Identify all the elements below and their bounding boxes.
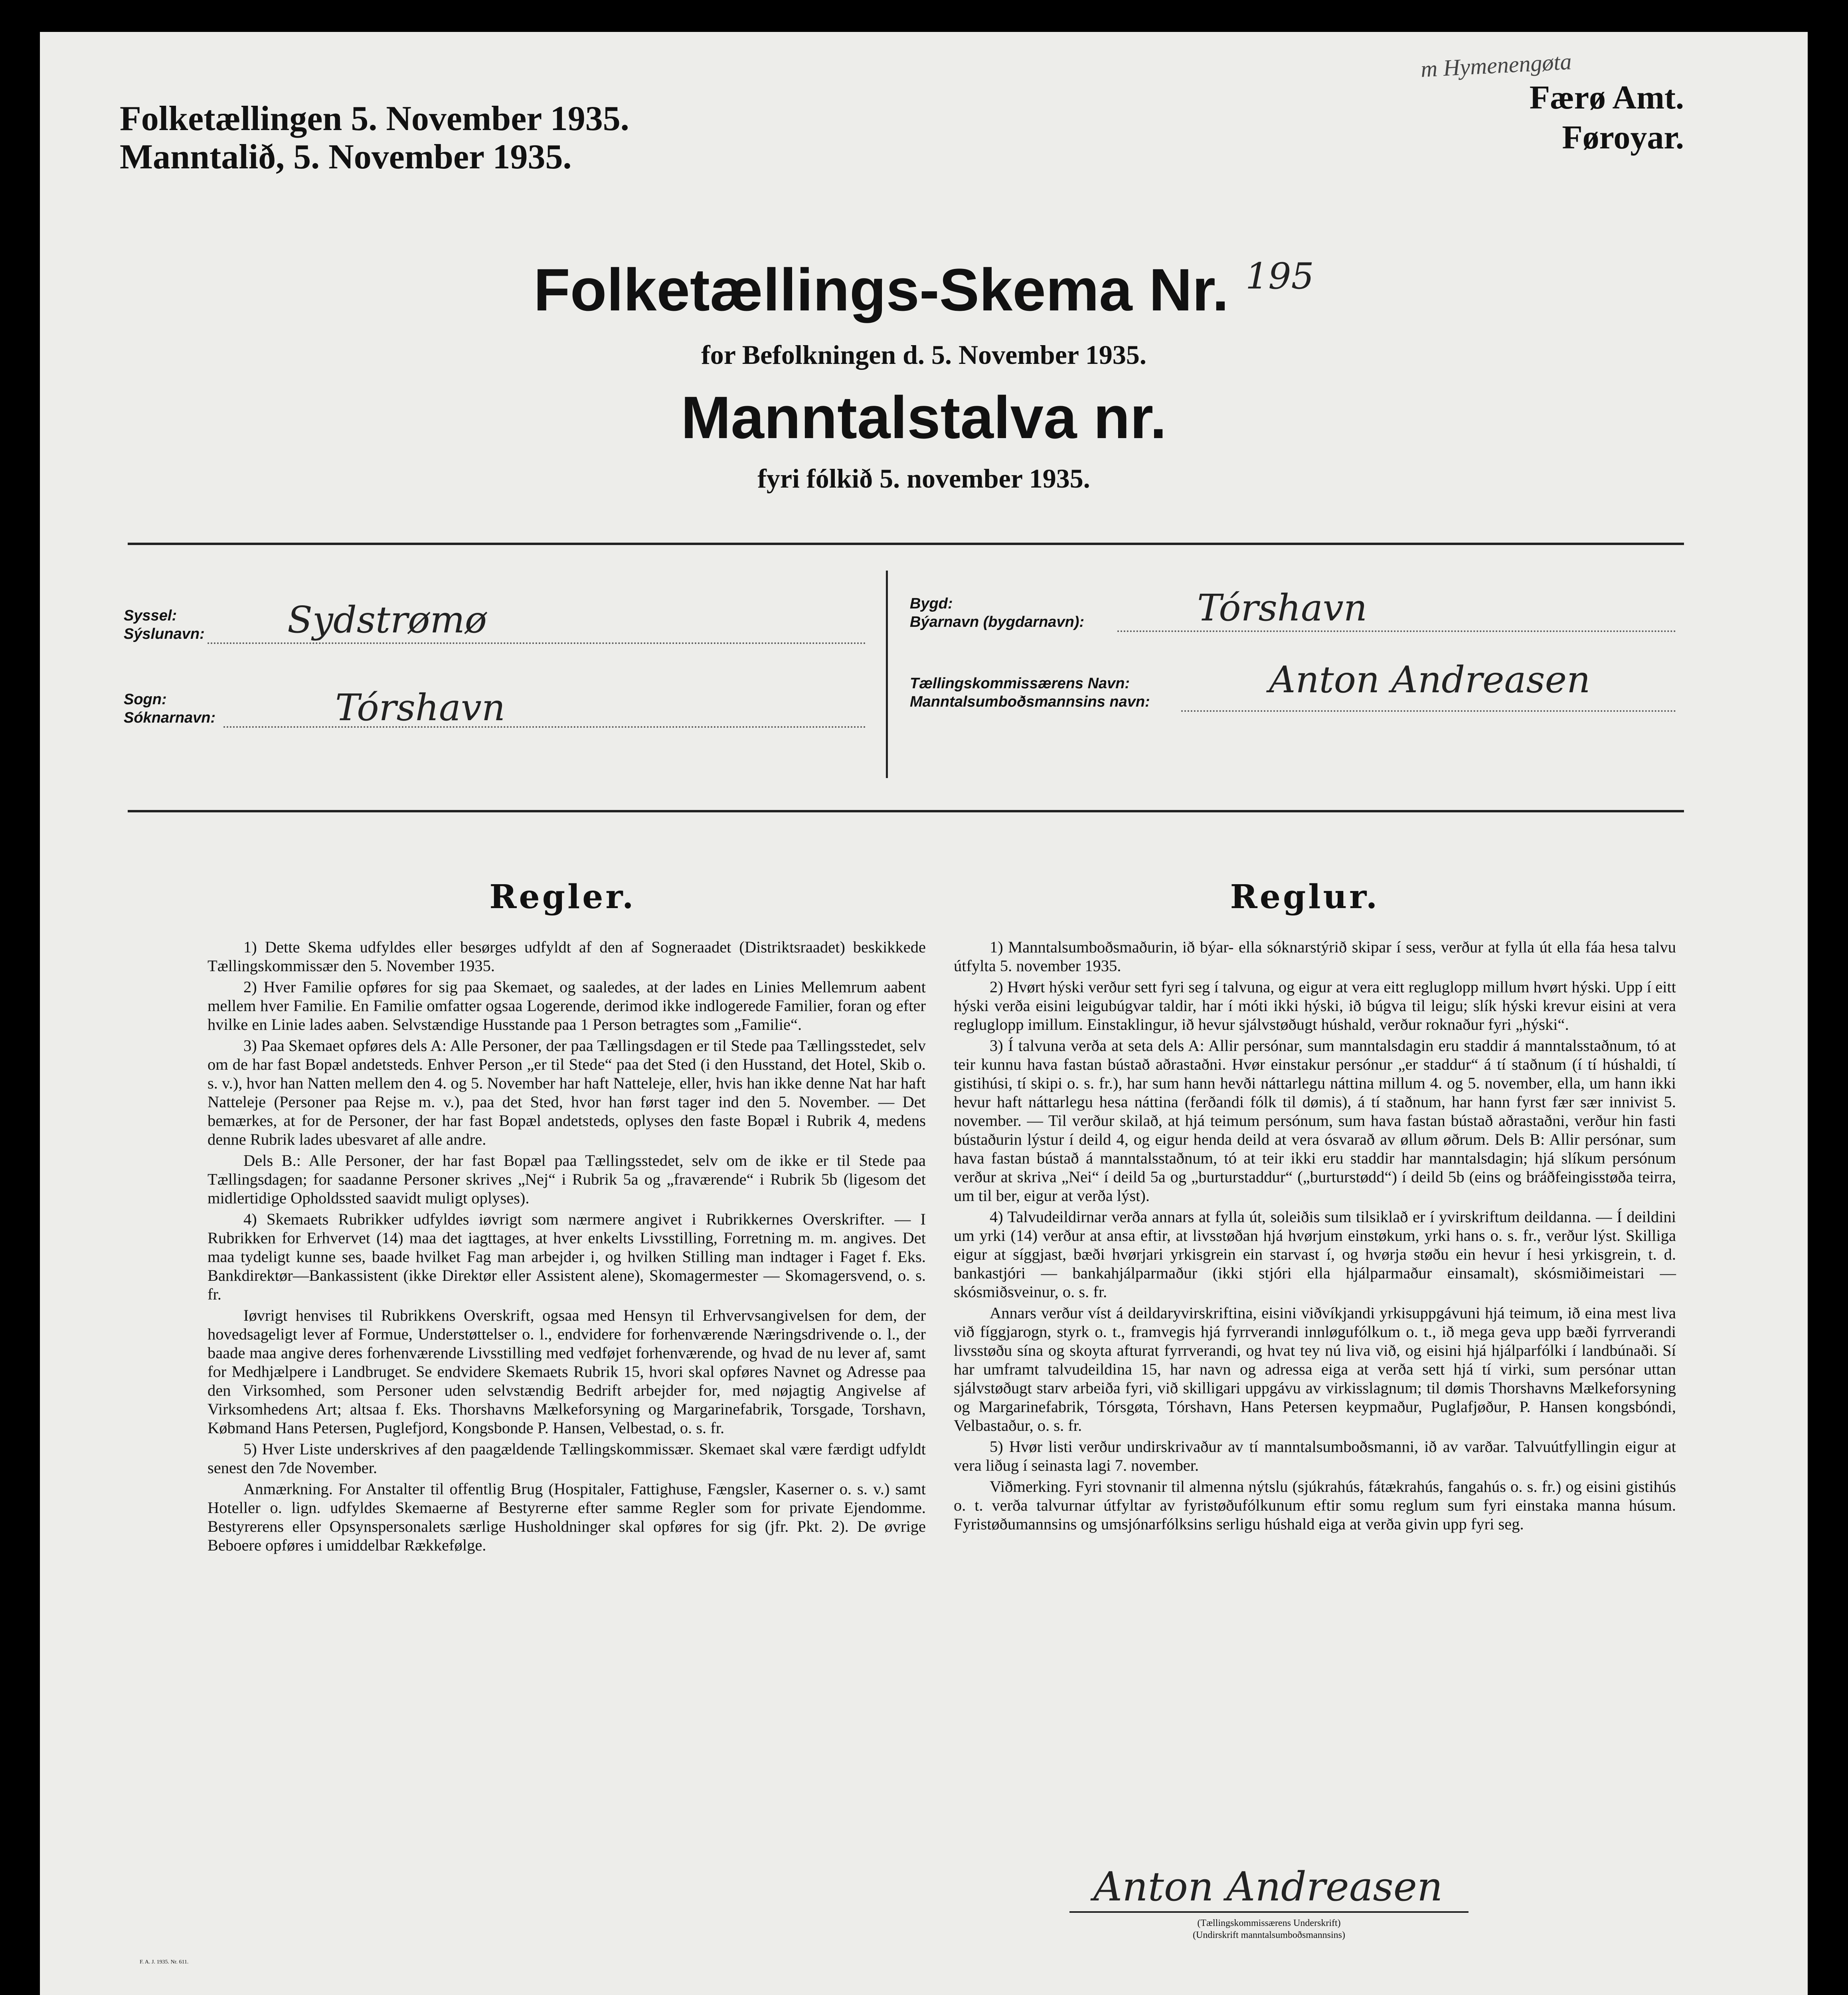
reglur-paragraph: 5) Hvør listi verður undirskrivaður av tí manntalsumboðsmanni, ið av varðar. Talvuútfyllingin eigur at vera liðug í seinasta lagi 7. november. [954, 1438, 1676, 1474]
form-title [40, 255, 1808, 324]
syssel-label: Syssel: Sýslunavn: [124, 607, 205, 642]
header-left [120, 100, 629, 176]
header-census-title-danish: Folketællingen 5. November 1935. [120, 99, 629, 138]
header-amt-danish: Færø Amt. [1529, 79, 1684, 116]
kommissaer-value: Anton Andreasen [1269, 658, 1591, 701]
regler-paragraph: 2) Hver Familie opføres for sig paa Skemaet, og saaledes, at der lades en Linies Mellemrum aabent mellem hver Familie. En Familie omfatter ogsaa Logerende, derimod ikke indlogerede Familier, foran og efter hvilke en Linie lades aaben. Selvstændige Husstande paa 1 Person betragtes som „Familie“. [208, 978, 926, 1033]
regler-paragraph: 5) Hver Liste underskrives af den paagældende Tællingskommissær. Skemaet skal være færdigt udfyldt senest den 7de November. [208, 1440, 926, 1477]
reglur-heading: Reglur. [1230, 878, 1380, 916]
fields-divider [886, 571, 888, 778]
form-title-text: Folketællings-Skema Nr. [534, 256, 1229, 323]
syssel-value: Sydstrømø [287, 598, 487, 641]
signature-caption-danish: (Tællingskommissærens Underskrift) [1197, 1918, 1341, 1928]
reglur-paragraph: Viðmerking. Fyri stovnanir til almenna nýtslu (sjúkrahús, fátækrahús, fangahús o. s. fr.) og eisini gistihús o. t. verða talvurnar útfyltar av fyristøðufólkunum eftir somu reglum sum fyri einstaka manna húsum. Fyristøðumannsins og umsjónarfólksins serligu húshald eiga at verða givin upp fyri seg. [954, 1477, 1676, 1533]
regler-paragraph: Iøvrigt henvises til Rubrikkens Overskrift, ogsaa med Hensyn til Erhvervsangivelsen for dem, der hovedsageligt lever af Formue, Understøttelser o. l., endvidere for forhenværende Næringsdrivende o. l., der baade maa angive deres forhenværende Livsstilling med vedføjet forhenværende, og hvad de nu lever af, samt for Medhjælpere i Landbruget. Se endvidere Skemaets Rubrik 15, hvori skal opføres Navnet og Adresse paa den Virksomhed, som Personer uden selvstændig Bedrift arbejder for, med nøjagtig Angivelse af Virksomhedens Art; altsaa f. Eks. Thorshavns Mælkeforsyning og Margarinefabrik, Torsgade, Torshavn, Købmand Hans Petersen, Puglefjord, Kongsbonde P. Hansen, Velbestad, o. s. fr. [208, 1306, 926, 1437]
kommissaer-line [1181, 710, 1676, 712]
regler-text [208, 938, 926, 1557]
bygd-label: Bygd: Býarnavn (bygdarnavn): [910, 595, 1085, 630]
reglur-paragraph: 1) Manntalsumboðsmaðurin, ið býar- ella sóknarstýrið skipar í sess, verður at fylla út ella fáa hesa talvu útfylta 5. november 1935. [954, 938, 1676, 975]
signature-captions [1069, 1917, 1469, 1941]
header-amt-faroese: Føroyar. [1562, 119, 1684, 156]
regler-paragraph: 1) Dette Skema udfyldes eller besørges udfyldt af den af Sogneraadet (Distriktsraadet) beskikkede Tællingskommissær den 5. November 1935. [208, 938, 926, 975]
header-right [1405, 78, 1684, 158]
form-number: 195 [1245, 255, 1314, 297]
form-subtitle-danish: for Befolkningen d. 5. November 1935. [701, 340, 1146, 370]
bygd-value: Tórshavn [1197, 587, 1368, 629]
rule-top [128, 543, 1684, 545]
regler-paragraph: 4) Skemaets Rubrikker udfyldes iøvrigt som nærmere angivet i Rubrikkernes Overskrifter. — I Rubrikken for Erhvervet (14) maa det iagttages, at hver enkelts Livsstilling, Forretning m. m. angives. Det maa tydeligt kunne ses, baade hvilket Fag man arbejder i, og hvilken Stilling man indtager i Faget f. Eks. Bankdirektør—Bankassistent (ikke Direktør eller Assistent alene), Skomagermester — Skomagersvend, o. s. fr. [208, 1210, 926, 1303]
signature-line [1069, 1911, 1469, 1913]
reglur-paragraph: 3) Í talvuna verða at seta dels A: Allir persónar, sum manntalsdagin eru staddir á manntalsstaðnum, tó at teir kunnu hava fastan bústað aðrastaðni. Hvør einstakur persónur „er staddur“ á tí staðnum (í tí húshaldi, tí gistihúsi, tí skipi o. s. fr.), har sum hann hevði náttarlegu náttina millum 4. og 5. november, ella, um hann ikki hevur haft náttarlegu hesa náttina (ferðandi fólk til dømis), á tí staðnum, har hann fyrst fær sær innivist 5. november. — Til verður skilað, at hjá teimum persónum, sum hava fastan bústað aðrastaðni, verður hin fasti bústaðurin lýstur í deild 4, og eigur henda deild at vera ósvarað av øllum øðrum. Dels B: Allir persónar, sum hava fastan bústað á manntalsstaðnum, tó at teir ikki eru staddir har manntalsdagin; hjá slíkum persónum verður at skriva „Nei“ í deild 5a og „burturstaddur“ („burturstødd“) í deild 5b (eins og bráðfeingisstøða teirra, um til ber, eigur at verða lýst). [954, 1037, 1676, 1205]
sogn-value: Tórshavn [335, 686, 506, 729]
syssel-line [208, 642, 866, 644]
sogn-line [223, 726, 866, 728]
form-subtitle-faroese: fyri fólkið 5. november 1935. [757, 463, 1090, 494]
reglur-paragraph: 4) Talvudeildirnar verða annars at fylla út, soleiðis sum tilsiklað er í yvirskriftum deildanna. — Í deildini um yrki (14) verður at ansa eftir, at livsstøðan hjá hvørjum einstøkum, yrki hans o. s. fr., verður lýst. Skilliga eigur at síggjast, bæði hvørjari yrkisgrein ein starvast í, og hvørja støðu ein hevur í hesi yrkisgrein, t. d. bankastjóri — bankahjálparmaður (ikki stjóri ella hjálparmaður einsamalt), skósmiðimeistari — skósmiðsveinur, o. s. fr. [954, 1208, 1676, 1301]
form-title-faroese: Manntalstalva nr. [681, 384, 1167, 451]
reglur-text [954, 938, 1676, 1536]
reglur-paragraph: 2) Hvørt hýski verður sett fyri seg í talvuna, og eigur at vera eitt regluglopp millum hvørt hýski. Upp í eitt hýski verða eisini leigubúgvar taldir, har í móti ikki hýski, ið búgva til leigu; slík hýski krevur eisini at vera regluglopp imillum. Einstaklingur, ið hevur sjálvstøðugt húshald, verður roknaður fyri „hýski“. [954, 978, 1676, 1033]
census-form-sheet [40, 32, 1808, 1995]
reglur-paragraph: Annars verður víst á deildaryvirskriftina, eisini viðvíkjandi yrkisuppgávuni hjá teimum, ið eina mest liva við fíggjarogn, styrk o. t., framvegis hjá fyrrverandi innløgufólkum o. t., ið mega geva upp bæði fyrrverandi livsstøðu sína og skoyta afturat fyrrverandi, og hvat tey nú liva við, og eisini hjá hjálparfólki í landbúnaði. Sí har umframt talvudeildina 15, har navn og adressa eiga at verða sett hjá tí virki, sum persónar uttan sjálvstøðugt starv arbeiða fyri, við skilligari uppgávu av virkisslagnum; til dømis Thorshavns Mælkeforsyning og Margarinefabrik, Tórsgøta, Tórshavn, Hans Petersen keypmaður, Puglafjøður, P. Hansen kongsbóndi, Velbastaður, o. s. fr. [954, 1304, 1676, 1434]
print-mark: F. A. J. 1935. Nr. 611. [140, 1959, 189, 1965]
signature-caption-faroese: (Undirskrift manntalsumboðsmannsins) [1193, 1930, 1345, 1940]
sogn-label: Sogn: Sóknarnavn: [124, 691, 216, 726]
rule-bottom [128, 810, 1684, 812]
signature-handwritten: Anton Andreasen [1093, 1863, 1443, 1910]
regler-paragraph: Dels B.: Alle Personer, der har fast Bopæl paa Tællingsstedet, selv om de ikke er til Stede paa Tællingsdagen; for saadanne Personer skrives „Nej“ i Rubrik 5a og „fraværende“ i Rubrik 5b (ligesom det midlertidige Opholdssted saavidt muligt oplyses). [208, 1152, 926, 1207]
regler-paragraph: Anmærkning. For Anstalter til offentlig Brug (Hospitaler, Fattighuse, Fængsler, Kaserner o. s. v.) samt Hoteller o. lign. udfyldes Skemaerne af Bestyrerne efter samme Regler som for private Ejendomme. Bestyrerens eller Opsynspersonalets særlige Husholdninger skal opføres for sig (jfr. Pkt. 2). De øvrige Beboere opføres i umiddelbar Rækkefølge. [208, 1480, 926, 1554]
regler-heading: Regler. [489, 878, 636, 916]
header-census-title-faroese: Manntalið, 5. November 1935. [120, 138, 572, 176]
handwritten-top-note: m Hymenengøta [1420, 48, 1572, 82]
kommissaer-label: Tællingskommissærens Navn: Manntalsumboðsmannsins navn: [910, 675, 1150, 710]
bygd-line [1117, 630, 1676, 632]
regler-paragraph: 3) Paa Skemaet opføres dels A: Alle Personer, der paa Tællingsdagen er til Stede paa Tællingsstedet, selv om de har fast Bopæl andetsteds. Enhver Person „er til Stede“ paa det Sted (i den Husstand, det Hotel, Skib o. s. v.), hvor han Natten mellem den 4. og 5. November har haft Natteleje, eller, hvis han ikke denne Nat har haft Natteleje (Personer paa Rejse m. v.), paa det Sted, hvor han først tager ind den 5. November. — Det bemærkes, at for de Personer, der har fast Bopæl andetsteds, oplyses den faste Bopæl i Rubrik 4, medens denne Rubrik lades ubesvaret af alle andre. [208, 1037, 926, 1148]
